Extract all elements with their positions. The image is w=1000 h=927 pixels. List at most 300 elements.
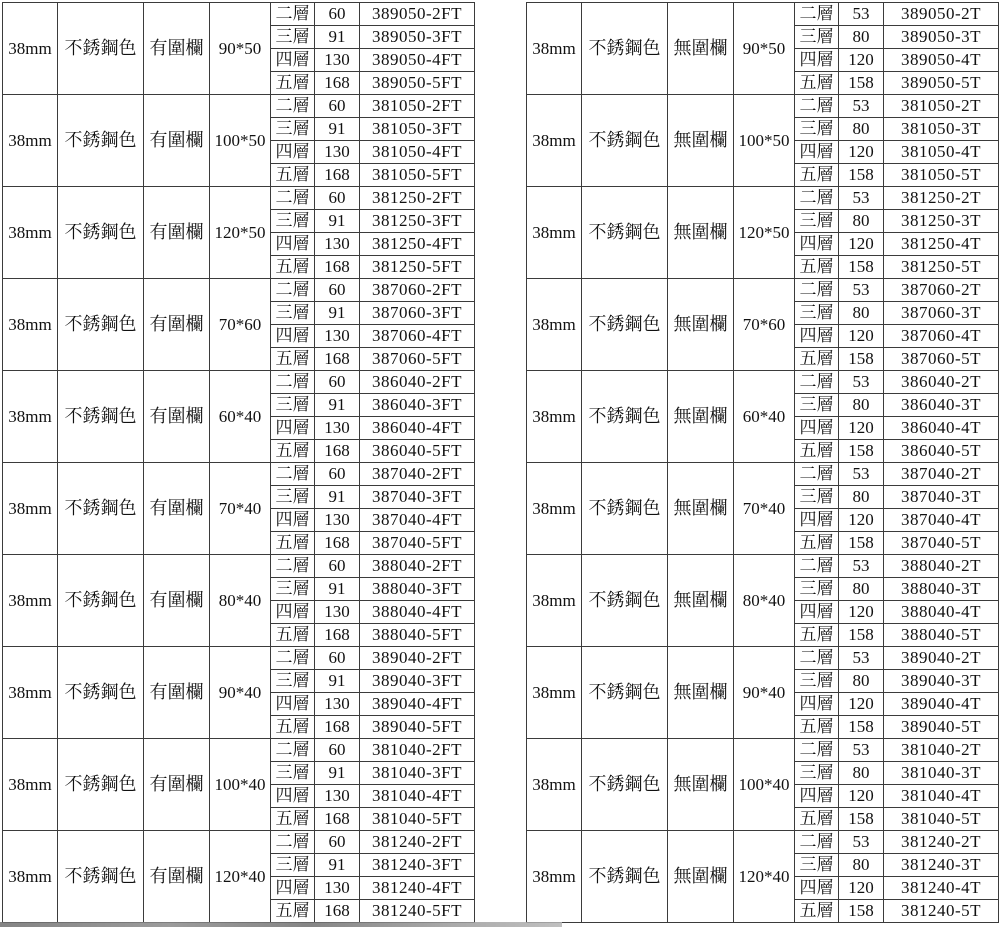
- price-cell: 53: [839, 739, 884, 762]
- price-cell: 91: [315, 302, 360, 325]
- size-cell: 70*60: [734, 279, 795, 371]
- code-cell: 381240-4T: [884, 877, 999, 900]
- thickness-cell: 38mm: [3, 831, 58, 923]
- price-cell: 80: [839, 670, 884, 693]
- table-row: [527, 371, 999, 394]
- code-cell: 381250-5FT: [360, 256, 475, 279]
- tier-cell: 四層: [271, 877, 315, 900]
- code-cell: 386040-2T: [884, 371, 999, 394]
- tier-cell: 四層: [795, 785, 839, 808]
- size-cell: 100*50: [210, 95, 271, 187]
- price-table-with-fence-body: [3, 3, 475, 923]
- size-cell: 60*40: [734, 371, 795, 463]
- table-row: [527, 831, 999, 854]
- tier-cell: 三層: [271, 394, 315, 417]
- tier-cell: 四層: [271, 325, 315, 348]
- code-cell: 389040-5FT: [360, 716, 475, 739]
- code-cell: 387060-3T: [884, 302, 999, 325]
- code-cell: 388040-3FT: [360, 578, 475, 601]
- price-cell: 130: [315, 509, 360, 532]
- code-cell: 386040-4T: [884, 417, 999, 440]
- price-cell: 91: [315, 578, 360, 601]
- table-row: [527, 555, 999, 578]
- fence-cell: 有圍欄: [144, 647, 210, 739]
- code-cell: 386040-3FT: [360, 394, 475, 417]
- tier-cell: 二層: [271, 555, 315, 578]
- table-row: [3, 555, 475, 578]
- tier-cell: 三層: [795, 394, 839, 417]
- tier-cell: 四層: [795, 509, 839, 532]
- code-cell: 386040-2FT: [360, 371, 475, 394]
- code-cell: 381040-3FT: [360, 762, 475, 785]
- size-cell: 90*50: [734, 3, 795, 95]
- fence-cell: 無圍欄: [668, 371, 734, 463]
- tier-cell: 三層: [795, 762, 839, 785]
- code-cell: 381050-3T: [884, 118, 999, 141]
- size-cell: 100*40: [210, 739, 271, 831]
- code-cell: 381040-4T: [884, 785, 999, 808]
- price-cell: 91: [315, 486, 360, 509]
- price-cell: 158: [839, 164, 884, 187]
- tier-cell: 二層: [271, 647, 315, 670]
- tier-cell: 五層: [271, 440, 315, 463]
- price-cell: 53: [839, 555, 884, 578]
- fence-cell: 無圍欄: [668, 187, 734, 279]
- fence-cell: 無圍欄: [668, 647, 734, 739]
- table-row: [3, 463, 475, 486]
- tier-cell: 二層: [795, 371, 839, 394]
- tier-cell: 五層: [795, 72, 839, 95]
- tier-cell: 三層: [795, 26, 839, 49]
- fence-cell: 有圍欄: [144, 555, 210, 647]
- thickness-cell: 38mm: [3, 647, 58, 739]
- code-cell: 389040-4T: [884, 693, 999, 716]
- price-cell: 120: [839, 49, 884, 72]
- code-cell: 389040-4FT: [360, 693, 475, 716]
- size-cell: 120*40: [210, 831, 271, 923]
- code-cell: 381040-3T: [884, 762, 999, 785]
- price-cell: 120: [839, 141, 884, 164]
- tier-cell: 四層: [271, 141, 315, 164]
- size-cell: 70*60: [210, 279, 271, 371]
- tier-cell: 四層: [271, 233, 315, 256]
- price-cell: 120: [839, 509, 884, 532]
- price-cell: 53: [839, 187, 884, 210]
- code-cell: 389040-3FT: [360, 670, 475, 693]
- code-cell: 389050-2FT: [360, 3, 475, 26]
- fence-cell: 無圍欄: [668, 555, 734, 647]
- price-cell: 120: [839, 325, 884, 348]
- code-cell: 387040-3T: [884, 486, 999, 509]
- tier-cell: 二層: [795, 187, 839, 210]
- code-cell: 387040-4FT: [360, 509, 475, 532]
- thickness-cell: 38mm: [527, 187, 582, 279]
- thickness-cell: 38mm: [527, 279, 582, 371]
- color-cell: 不銹鋼色: [582, 279, 668, 371]
- code-cell: 387060-4FT: [360, 325, 475, 348]
- code-cell: 381050-2FT: [360, 95, 475, 118]
- price-cell: 60: [315, 463, 360, 486]
- price-cell: 80: [839, 302, 884, 325]
- price-cell: 53: [839, 371, 884, 394]
- price-cell: 53: [839, 95, 884, 118]
- code-cell: 386040-5T: [884, 440, 999, 463]
- price-cell: 91: [315, 854, 360, 877]
- code-cell: 388040-2T: [884, 555, 999, 578]
- code-cell: 389050-4T: [884, 49, 999, 72]
- price-cell: 53: [839, 279, 884, 302]
- tier-cell: 五層: [271, 624, 315, 647]
- tier-cell: 三層: [795, 302, 839, 325]
- tier-cell: 五層: [271, 716, 315, 739]
- thickness-cell: 38mm: [527, 647, 582, 739]
- color-cell: 不銹鋼色: [58, 831, 144, 923]
- tier-cell: 四層: [271, 785, 315, 808]
- code-cell: 388040-4FT: [360, 601, 475, 624]
- tier-cell: 四層: [271, 417, 315, 440]
- price-cell: 130: [315, 693, 360, 716]
- code-cell: 381240-5FT: [360, 900, 475, 923]
- code-cell: 387060-5FT: [360, 348, 475, 371]
- price-cell: 60: [315, 187, 360, 210]
- table-row: [3, 739, 475, 762]
- tier-cell: 三層: [271, 118, 315, 141]
- thickness-cell: 38mm: [3, 3, 58, 95]
- code-cell: 381050-4FT: [360, 141, 475, 164]
- price-cell: 158: [839, 532, 884, 555]
- price-cell: 158: [839, 716, 884, 739]
- price-cell: 80: [839, 486, 884, 509]
- code-cell: 386040-5FT: [360, 440, 475, 463]
- code-cell: 387060-2FT: [360, 279, 475, 302]
- fence-cell: 無圍欄: [668, 3, 734, 95]
- color-cell: 不銹鋼色: [582, 371, 668, 463]
- code-cell: 381250-3FT: [360, 210, 475, 233]
- tier-cell: 二層: [795, 95, 839, 118]
- price-cell: 168: [315, 256, 360, 279]
- color-cell: 不銹鋼色: [58, 371, 144, 463]
- code-cell: 381040-4FT: [360, 785, 475, 808]
- price-cell: 80: [839, 118, 884, 141]
- size-cell: 100*40: [734, 739, 795, 831]
- fence-cell: 有圍欄: [144, 463, 210, 555]
- tier-cell: 五層: [795, 348, 839, 371]
- tier-cell: 四層: [795, 693, 839, 716]
- color-cell: 不銹鋼色: [58, 95, 144, 187]
- price-cell: 168: [315, 532, 360, 555]
- price-cell: 168: [315, 164, 360, 187]
- price-cell: 158: [839, 256, 884, 279]
- code-cell: 381250-2T: [884, 187, 999, 210]
- price-cell: 80: [839, 578, 884, 601]
- tier-cell: 四層: [795, 877, 839, 900]
- tier-cell: 三層: [271, 302, 315, 325]
- table-row: [527, 463, 999, 486]
- price-cell: 130: [315, 49, 360, 72]
- size-cell: 120*50: [210, 187, 271, 279]
- price-cell: 158: [839, 440, 884, 463]
- tier-cell: 二層: [795, 647, 839, 670]
- price-cell: 168: [315, 900, 360, 923]
- code-cell: 387040-5FT: [360, 532, 475, 555]
- tier-cell: 二層: [795, 739, 839, 762]
- tier-cell: 四層: [271, 601, 315, 624]
- code-cell: 381250-4FT: [360, 233, 475, 256]
- price-table-without-fence-body: [527, 3, 999, 923]
- tier-cell: 二層: [271, 739, 315, 762]
- code-cell: 387060-5T: [884, 348, 999, 371]
- tier-cell: 四層: [795, 325, 839, 348]
- fence-cell: 無圍欄: [668, 279, 734, 371]
- price-cell: 91: [315, 118, 360, 141]
- code-cell: 381240-2FT: [360, 831, 475, 854]
- price-cell: 60: [315, 371, 360, 394]
- tier-cell: 四層: [795, 601, 839, 624]
- code-cell: 381240-2T: [884, 831, 999, 854]
- tier-cell: 四層: [795, 417, 839, 440]
- fence-cell: 無圍欄: [668, 95, 734, 187]
- code-cell: 386040-4FT: [360, 417, 475, 440]
- price-cell: 130: [315, 141, 360, 164]
- price-cell: 80: [839, 26, 884, 49]
- fence-cell: 無圍欄: [668, 831, 734, 923]
- thickness-cell: 38mm: [3, 463, 58, 555]
- code-cell: 381250-2FT: [360, 187, 475, 210]
- code-cell: 381050-2T: [884, 95, 999, 118]
- tier-cell: 二層: [271, 3, 315, 26]
- tier-cell: 二層: [271, 831, 315, 854]
- price-cell: 158: [839, 72, 884, 95]
- price-cell: 80: [839, 394, 884, 417]
- code-cell: 381250-4T: [884, 233, 999, 256]
- tier-cell: 三層: [795, 118, 839, 141]
- size-cell: 80*40: [734, 555, 795, 647]
- price-table-with-fence: [2, 2, 475, 923]
- table-row: [527, 739, 999, 762]
- table-row: [3, 371, 475, 394]
- color-cell: 不銹鋼色: [58, 187, 144, 279]
- tier-cell: 三層: [795, 486, 839, 509]
- color-cell: 不銹鋼色: [582, 187, 668, 279]
- price-cell: 158: [839, 624, 884, 647]
- price-cell: 168: [315, 440, 360, 463]
- tier-cell: 四層: [271, 509, 315, 532]
- color-cell: 不銹鋼色: [582, 3, 668, 95]
- fence-cell: 有圍欄: [144, 95, 210, 187]
- code-cell: 381040-2T: [884, 739, 999, 762]
- tier-cell: 二層: [271, 463, 315, 486]
- table-row: [3, 279, 475, 302]
- code-cell: 389050-5T: [884, 72, 999, 95]
- code-cell: 389040-3T: [884, 670, 999, 693]
- tier-cell: 二層: [271, 279, 315, 302]
- tier-cell: 二層: [795, 279, 839, 302]
- price-cell: 80: [839, 762, 884, 785]
- price-cell: 130: [315, 785, 360, 808]
- price-cell: 120: [839, 417, 884, 440]
- price-cell: 53: [839, 647, 884, 670]
- price-cell: 91: [315, 670, 360, 693]
- color-cell: 不銹鋼色: [582, 95, 668, 187]
- code-cell: 387060-4T: [884, 325, 999, 348]
- tier-cell: 四層: [795, 141, 839, 164]
- tier-cell: 四層: [271, 693, 315, 716]
- tier-cell: 三層: [271, 762, 315, 785]
- size-cell: 90*40: [210, 647, 271, 739]
- table-row: [527, 187, 999, 210]
- size-cell: 120*40: [734, 831, 795, 923]
- code-cell: 388040-2FT: [360, 555, 475, 578]
- color-cell: 不銹鋼色: [58, 463, 144, 555]
- thickness-cell: 38mm: [3, 95, 58, 187]
- tier-cell: 五層: [271, 164, 315, 187]
- code-cell: 387040-3FT: [360, 486, 475, 509]
- code-cell: 381040-2FT: [360, 739, 475, 762]
- price-cell: 53: [839, 3, 884, 26]
- price-cell: 60: [315, 3, 360, 26]
- color-cell: 不銹鋼色: [58, 279, 144, 371]
- tier-cell: 三層: [271, 854, 315, 877]
- tier-cell: 二層: [795, 463, 839, 486]
- fence-cell: 無圍欄: [668, 463, 734, 555]
- price-cell: 60: [315, 739, 360, 762]
- price-cell: 120: [839, 785, 884, 808]
- tier-cell: 五層: [795, 900, 839, 923]
- price-cell: 91: [315, 26, 360, 49]
- thickness-cell: 38mm: [3, 371, 58, 463]
- code-cell: 387040-4T: [884, 509, 999, 532]
- code-cell: 388040-4T: [884, 601, 999, 624]
- thickness-cell: 38mm: [3, 555, 58, 647]
- price-cell: 60: [315, 95, 360, 118]
- tier-cell: 五層: [795, 716, 839, 739]
- table-row: [3, 3, 475, 26]
- tier-cell: 二層: [271, 371, 315, 394]
- size-cell: 100*50: [734, 95, 795, 187]
- price-cell: 168: [315, 72, 360, 95]
- price-cell: 80: [839, 210, 884, 233]
- tier-cell: 四層: [795, 233, 839, 256]
- price-table-without-fence: [526, 2, 999, 923]
- price-cell: 60: [315, 555, 360, 578]
- code-cell: 381040-5FT: [360, 808, 475, 831]
- thickness-cell: 38mm: [3, 739, 58, 831]
- price-cell: 158: [839, 808, 884, 831]
- price-cell: 53: [839, 463, 884, 486]
- tier-cell: 五層: [795, 256, 839, 279]
- code-cell: 381050-4T: [884, 141, 999, 164]
- size-cell: 90*50: [210, 3, 271, 95]
- thickness-cell: 38mm: [527, 3, 582, 95]
- price-cell: 158: [839, 900, 884, 923]
- size-cell: 90*40: [734, 647, 795, 739]
- color-cell: 不銹鋼色: [58, 3, 144, 95]
- code-cell: 389050-4FT: [360, 49, 475, 72]
- tier-cell: 三層: [795, 670, 839, 693]
- fence-cell: 有圍欄: [144, 3, 210, 95]
- code-cell: 381250-5T: [884, 256, 999, 279]
- code-cell: 388040-5T: [884, 624, 999, 647]
- tier-cell: 三層: [271, 578, 315, 601]
- table-row: [527, 95, 999, 118]
- tier-cell: 五層: [795, 164, 839, 187]
- tier-cell: 二層: [271, 95, 315, 118]
- table-row: [527, 279, 999, 302]
- tier-cell: 五層: [271, 348, 315, 371]
- tier-cell: 三層: [271, 486, 315, 509]
- fence-cell: 有圍欄: [144, 831, 210, 923]
- color-cell: 不銹鋼色: [582, 647, 668, 739]
- code-cell: 388040-3T: [884, 578, 999, 601]
- tier-cell: 二層: [795, 831, 839, 854]
- tier-cell: 四層: [795, 49, 839, 72]
- size-cell: 60*40: [210, 371, 271, 463]
- thickness-cell: 38mm: [527, 739, 582, 831]
- fence-cell: 無圍欄: [668, 739, 734, 831]
- tier-cell: 五層: [271, 256, 315, 279]
- price-cell: 80: [839, 854, 884, 877]
- code-cell: 386040-3T: [884, 394, 999, 417]
- price-cell: 91: [315, 394, 360, 417]
- thickness-cell: 38mm: [527, 95, 582, 187]
- price-cell: 168: [315, 808, 360, 831]
- tier-cell: 三層: [271, 26, 315, 49]
- price-cell: 120: [839, 601, 884, 624]
- code-cell: 381240-4FT: [360, 877, 475, 900]
- thickness-cell: 38mm: [527, 555, 582, 647]
- price-cell: 91: [315, 762, 360, 785]
- code-cell: 389050-3T: [884, 26, 999, 49]
- table-row: [3, 647, 475, 670]
- fence-cell: 有圍欄: [144, 187, 210, 279]
- code-cell: 387040-2T: [884, 463, 999, 486]
- code-cell: 381050-5FT: [360, 164, 475, 187]
- thickness-cell: 38mm: [3, 279, 58, 371]
- price-cell: 120: [839, 693, 884, 716]
- fence-cell: 有圍欄: [144, 279, 210, 371]
- cropped-next-row-artifact: [0, 922, 562, 927]
- color-cell: 不銹鋼色: [582, 739, 668, 831]
- color-cell: 不銹鋼色: [58, 739, 144, 831]
- color-cell: 不銹鋼色: [58, 555, 144, 647]
- code-cell: 387060-2T: [884, 279, 999, 302]
- price-cell: 53: [839, 831, 884, 854]
- tier-cell: 三層: [795, 210, 839, 233]
- tier-cell: 三層: [795, 854, 839, 877]
- code-cell: 389050-5FT: [360, 72, 475, 95]
- tier-cell: 五層: [271, 72, 315, 95]
- price-cell: 60: [315, 647, 360, 670]
- table-row: [527, 3, 999, 26]
- table-row: [3, 95, 475, 118]
- tier-cell: 四層: [271, 49, 315, 72]
- code-cell: 381240-5T: [884, 900, 999, 923]
- code-cell: 387060-3FT: [360, 302, 475, 325]
- code-cell: 389050-3FT: [360, 26, 475, 49]
- tier-cell: 二層: [795, 555, 839, 578]
- thickness-cell: 38mm: [527, 831, 582, 923]
- code-cell: 381240-3T: [884, 854, 999, 877]
- table-row: [527, 647, 999, 670]
- code-cell: 381050-3FT: [360, 118, 475, 141]
- size-cell: 70*40: [210, 463, 271, 555]
- color-cell: 不銹鋼色: [582, 463, 668, 555]
- code-cell: 381240-3FT: [360, 854, 475, 877]
- color-cell: 不銹鋼色: [582, 831, 668, 923]
- code-cell: 387040-5T: [884, 532, 999, 555]
- thickness-cell: 38mm: [3, 187, 58, 279]
- tier-cell: 五層: [271, 808, 315, 831]
